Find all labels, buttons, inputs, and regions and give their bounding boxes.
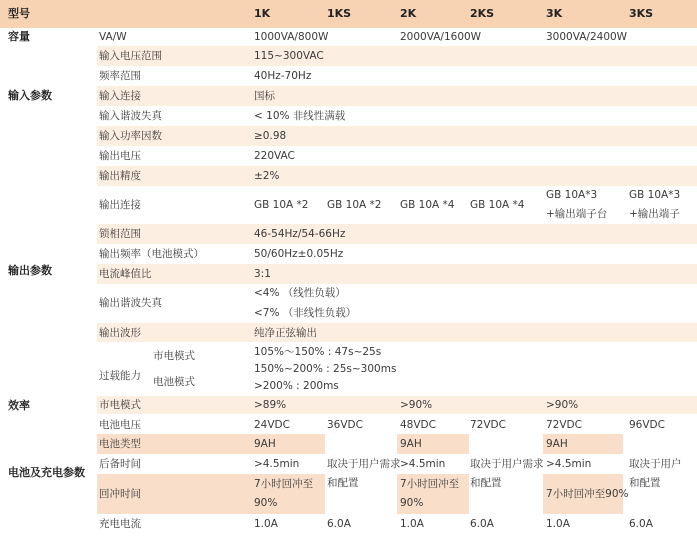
group-efficiency: 效率	[8, 399, 30, 412]
cell-value: 7小时回冲至	[400, 478, 460, 490]
cell-value: 取决于用户需求	[470, 458, 544, 470]
row-label: 锁相范围	[99, 228, 141, 240]
row-label: 输出波形	[99, 327, 141, 339]
row-bg	[97, 396, 697, 414]
cell-value: GB 10A *2	[327, 199, 382, 211]
cell-value: 48VDC	[400, 419, 436, 431]
cell-value: <7% （非线性负载）	[254, 307, 357, 319]
row-label: 充电电流	[99, 518, 141, 530]
cell-value: 9AH	[546, 438, 568, 450]
row-label: 输入电压范围	[99, 50, 162, 62]
row-label: 输出电压	[99, 150, 141, 162]
cell-value: +输出端子	[629, 208, 680, 220]
cell-value: 150%~200% : 25s~300ms	[254, 363, 397, 375]
cell-value: 72VDC	[546, 419, 582, 431]
cell-value: GB 10A*3	[546, 189, 598, 201]
cell-value: >4.5min	[546, 458, 592, 470]
cell-value: 6.0A	[629, 518, 653, 530]
cell-value: 2000VA/1600W	[400, 31, 482, 43]
cell-value: GB 10A *4	[400, 199, 455, 211]
row-label: VA/W	[99, 31, 127, 43]
cell-value: 和配置	[629, 477, 661, 489]
row-sublabel: 市电模式	[153, 350, 195, 362]
row-label: 电池电压	[99, 419, 141, 431]
cell-value: 9AH	[400, 438, 422, 450]
row-label: 输出精度	[99, 170, 141, 182]
cell-value: >90%	[546, 399, 579, 411]
cell-value: GB 10A *2	[254, 199, 309, 211]
header-1ks: 1KS	[327, 7, 352, 20]
cell-value: ±2%	[254, 170, 280, 182]
row-label: 过载能力	[99, 370, 141, 382]
cell-value: 40Hz-70Hz	[254, 70, 312, 82]
row-label: 市电模式	[99, 399, 141, 411]
row-sublabel: 电池模式	[153, 376, 195, 388]
cell-value: <4% （线性负载）	[254, 287, 346, 299]
row-label: 后备时间	[99, 458, 141, 470]
group-output: 输出参数	[8, 264, 52, 277]
row-label: 回冲时间	[99, 488, 141, 500]
cell-value: 和配置	[470, 477, 502, 489]
cell-value: 6.0A	[470, 518, 494, 530]
cell-value: 90%	[400, 497, 424, 509]
row-label: 输出频率（电池模式）	[99, 248, 204, 260]
cell-value: 3:1	[254, 268, 271, 280]
cell-value: 1.0A	[254, 518, 278, 530]
header-1k: 1K	[254, 7, 271, 20]
row-bg	[97, 166, 697, 186]
cell-value: 90%	[254, 497, 278, 509]
header-2k: 2K	[400, 7, 417, 20]
cell-value: ≥0.98	[254, 130, 287, 142]
cell-value: 115~300VAC	[254, 50, 324, 62]
cell-value: >4.5min	[400, 458, 446, 470]
cell-value: 7小时回冲至	[254, 478, 314, 490]
cell-value: +输出端子台	[546, 208, 608, 220]
cell-value: < 10% 非线性满载	[254, 110, 346, 122]
row-label: 频率范围	[99, 70, 141, 82]
cell-value: 6.0A	[327, 518, 351, 530]
row-bg	[97, 86, 697, 106]
row-label: 电流峰值比	[99, 268, 152, 280]
cell-value: 取决于用户	[629, 458, 682, 470]
cell-value: >90%	[400, 399, 433, 411]
cell-value: 24VDC	[254, 419, 290, 431]
cell-value: 36VDC	[327, 419, 363, 431]
cell-value: 220VAC	[254, 150, 295, 162]
cell-value: >4.5min	[254, 458, 300, 470]
cell-value: 7小时回冲至90%	[546, 488, 629, 500]
cell-value: 纯净正弦输出	[254, 327, 317, 339]
cell-value: GB 10A*3	[629, 189, 681, 201]
cell-value: 1000VA/800W	[254, 31, 329, 43]
cell-value: 1.0A	[400, 518, 424, 530]
row-bg	[97, 126, 697, 146]
header-model: 型号	[8, 7, 30, 20]
cell-value: 72VDC	[470, 419, 506, 431]
cell-value: >89%	[254, 399, 287, 411]
row-label: 电池类型	[99, 438, 141, 450]
cell-value: 取决于用户需求	[327, 458, 401, 470]
row-label: 输出谐波失真	[99, 297, 162, 309]
row-bg	[97, 323, 697, 342]
cell-value: 50/60Hz±0.05Hz	[254, 248, 344, 260]
group-input: 输入参数	[8, 89, 52, 102]
cell-value: 9AH	[254, 438, 276, 450]
row-bg	[97, 264, 697, 284]
cell-value: 和配置	[327, 477, 359, 489]
cell-value: 46-54Hz/54-66Hz	[254, 228, 346, 240]
group-capacity: 容量	[8, 30, 30, 43]
header-2ks: 2KS	[470, 7, 495, 20]
cell-value: 105%～150% : 47s~25s	[254, 346, 382, 358]
row-label: 输出连接	[99, 199, 141, 211]
row-bg	[97, 224, 697, 244]
header-3k: 3K	[546, 7, 563, 20]
cell-value: 96VDC	[629, 419, 665, 431]
row-label: 输入谐波失真	[99, 110, 162, 122]
cell-value: 1.0A	[546, 518, 570, 530]
row-label: 输入连接	[99, 90, 141, 102]
row-label: 输入功率因数	[99, 130, 162, 142]
row-bg	[97, 46, 697, 66]
group-battery: 电池及充电参数	[8, 466, 85, 479]
cell-value: GB 10A *4	[470, 199, 525, 211]
cell-value: 3000VA/2400W	[546, 31, 628, 43]
cell-value: >200% : 200ms	[254, 380, 339, 392]
cell-value: 国标	[254, 90, 275, 102]
header-3ks: 3KS	[629, 7, 654, 20]
